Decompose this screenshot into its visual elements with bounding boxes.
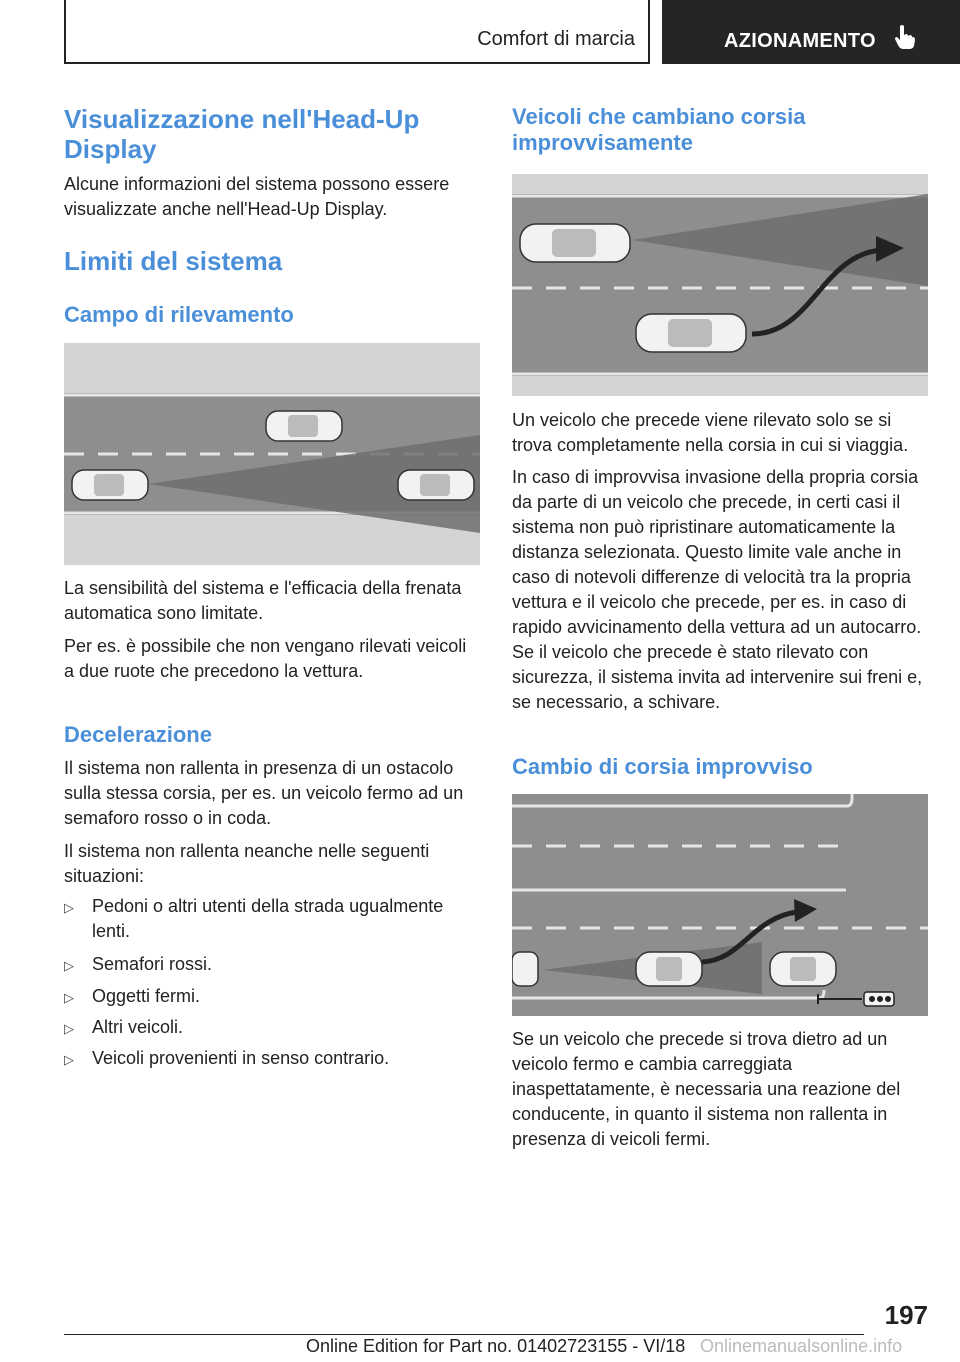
- car-icon: [636, 314, 746, 352]
- car-icon: [520, 224, 630, 262]
- detection-range-figure: [64, 343, 480, 565]
- range-paragraph-1: La sensibilità del sistema e l'efficacia della frenata automatica sono limitate.: [64, 578, 462, 623]
- deceleration-paragraph-1: Il sistema non rallenta in presenza di un ostacolo sulla stessa corsia, per es. un veicolo fermo ad un semaforo rosso o in coda.: [64, 758, 464, 828]
- list-item: ▷ Altri veicoli.: [64, 1015, 474, 1040]
- list-item: ▷ Semafori rossi.: [64, 952, 474, 977]
- bullet-triangle-icon: ▷: [64, 1052, 74, 1067]
- deceleration-title: Decelerazione: [64, 722, 212, 747]
- detection-range-title: Campo di rilevamento: [64, 302, 294, 327]
- cut-in-paragraph-1: Un veicolo che precede viene rilevato solo se si trova completamente nella corsia in cui si viaggia.: [512, 410, 909, 455]
- header-chapter-tab: [662, 0, 960, 64]
- watermark-text: Onlinemanualsonline.info: [700, 1336, 903, 1356]
- cut-in-title: Veicoli che cambiano corsia improvvisamente: [512, 104, 806, 155]
- page-number: 197: [884, 1300, 928, 1330]
- header-chapter-label: AZIONAMENTO: [724, 30, 876, 52]
- bullet-triangle-icon: ▷: [64, 958, 74, 973]
- bullet-triangle-icon: ▷: [64, 900, 74, 915]
- car-icon: [266, 411, 342, 441]
- car-icon: [770, 952, 836, 986]
- cut-in-paragraph-2: In caso di improvvisa invasione della propria corsia da parte di un veicolo che precede, in certi casi il sistema non può ripristinare automaticamente la distanza selezionata. Questo limite vale anche in caso di notevoli differenze di velocità tra la propria vettura e il veicolo che precede, per es. in caso di rapido avvicinamento della vettura ad un autocarro. Se il veicolo che precede è stato rilevato con sicurezza, il sistema invita ad intervenire sui freni e, se necessario, a schivare.: [512, 467, 923, 712]
- range-paragraph-2: Per es. è possibile che non vengano rilevati veicoli a due ruote che precedono la vettura.: [64, 636, 467, 681]
- hud-description: Alcune informazioni del sistema possono essere visualizzate anche nell'Head-Up Display.: [64, 174, 450, 219]
- footer-divider: [64, 1334, 864, 1335]
- list-item: ▷ Veicoli provenienti in senso contrario.: [64, 1046, 474, 1071]
- car-icon: [72, 470, 148, 500]
- deceleration-paragraph-2: Il sistema non rallenta neanche nelle seguenti situazioni:: [64, 841, 430, 886]
- cut-in-figure: [512, 174, 928, 396]
- hud-section-title: Visualizzazione nell'Head-Up Display: [64, 104, 420, 164]
- car-icon: [636, 952, 702, 986]
- limits-title: Limiti del sistema: [64, 246, 283, 276]
- edition-text: Online Edition for Part no. 01402723155 - VI/18: [306, 1336, 686, 1356]
- header-section-title: Comfort di marcia: [477, 28, 635, 50]
- hand-pointer-icon: [894, 24, 916, 50]
- car-icon: [512, 952, 538, 986]
- list-item: ▷ Oggetti fermi.: [64, 984, 474, 1009]
- lane-change-title: Cambio di corsia improvviso: [512, 754, 813, 779]
- lane-change-paragraph-1: Se un veicolo che precede si trova dietro ad un veicolo fermo e cambia carreggiata inaspettatamente, è necessaria una reazione del conducente, in quanto il sistema non rallenta in presenza di veicoli fermi.: [512, 1029, 901, 1149]
- bullet-triangle-icon: ▷: [64, 1021, 74, 1036]
- car-icon: [398, 470, 474, 500]
- lane-change-figure: [512, 794, 928, 1016]
- list-item: ▷ Pedoni o altri utenti della strada ugualmente lenti.: [64, 896, 444, 941]
- bullet-triangle-icon: ▷: [64, 990, 74, 1005]
